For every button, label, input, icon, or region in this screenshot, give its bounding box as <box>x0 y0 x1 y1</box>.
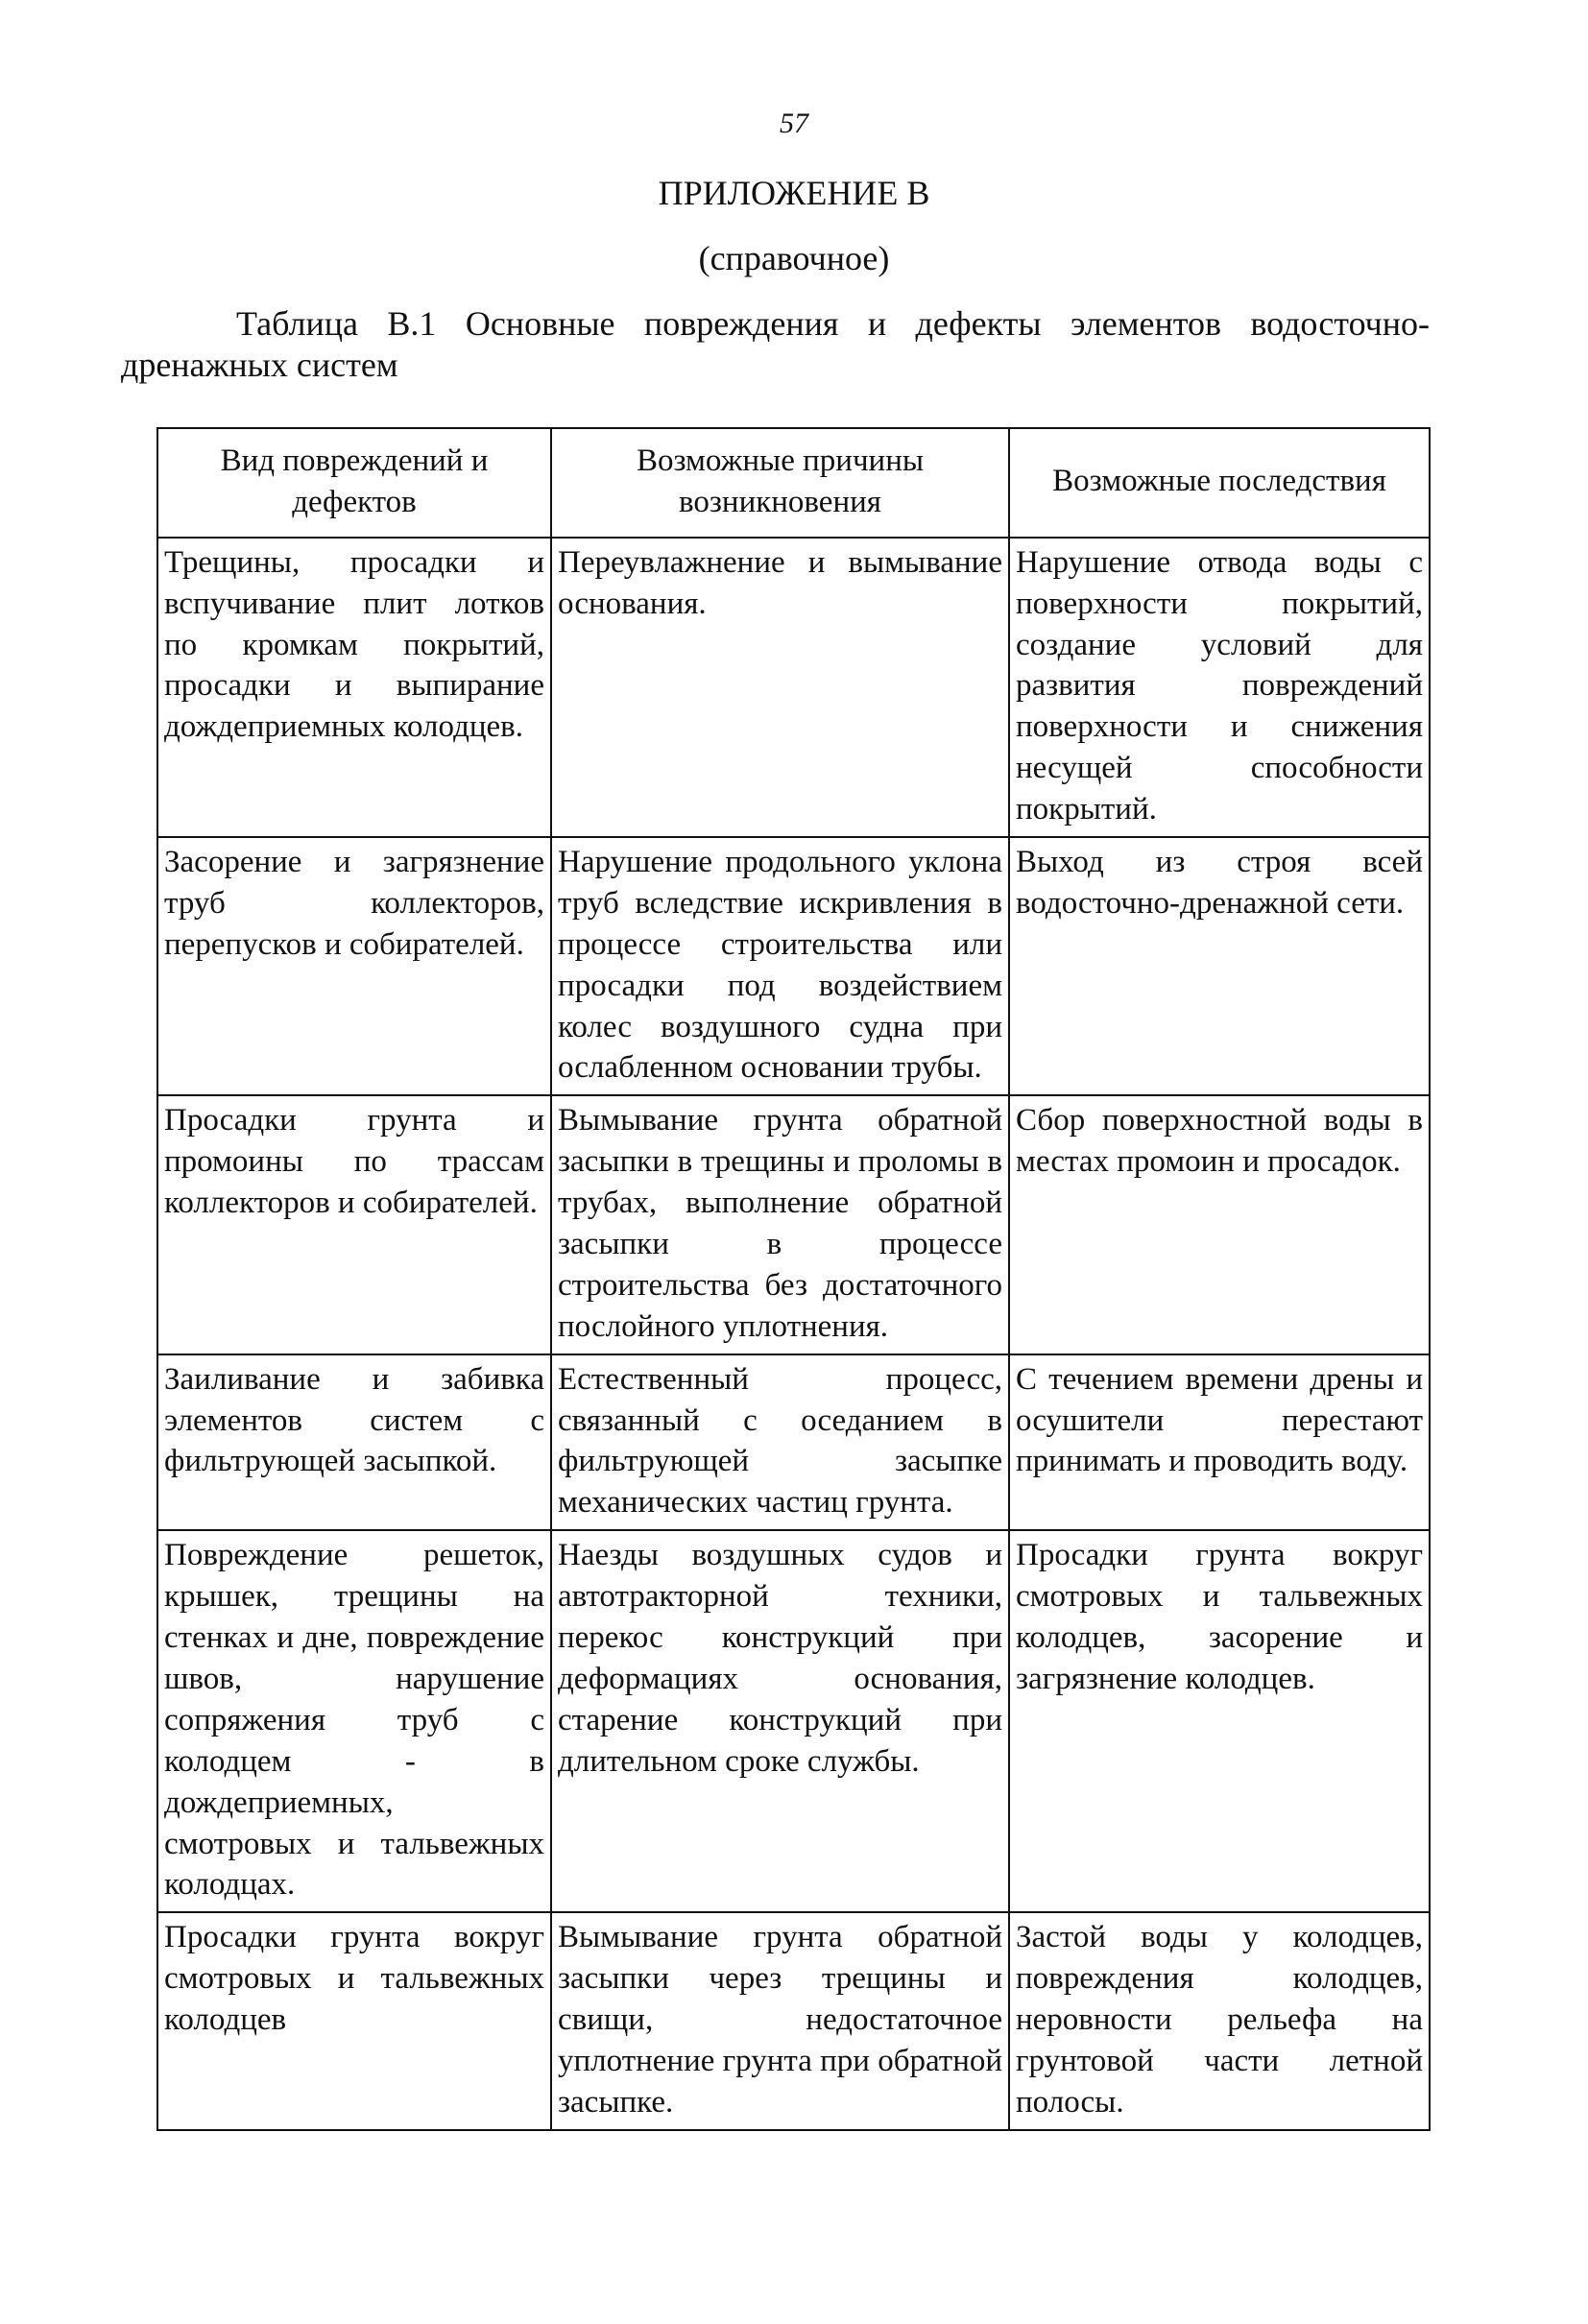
table-row <box>157 538 1430 837</box>
table-row <box>157 837 1430 1095</box>
appendix-subtitle: (справочное) <box>698 239 890 277</box>
cell-defect: Засорение и загрязнение труб коллекторов, перепусков и собирателей. <box>157 837 551 1095</box>
cell-consequence: Сбор поверхностной воды в местах промоин и просадок. <box>1009 1095 1430 1354</box>
table-row <box>157 1354 1430 1531</box>
cell-defect: Заиливание и забивка элементов систем с фильтрующей засыпкой. <box>157 1354 551 1531</box>
cell-cause: Вымывание грунта обратной засыпки в трещины и проломы в трубах, выполнение обратной засыпки в процессе строительства без достаточного послойного уплотнения. <box>551 1095 1009 1354</box>
page-number: 57 <box>780 108 808 139</box>
cell-consequence: Застой воды у колодцев, повреждения колодцев, неровности рельефа на грунтовой части летной полосы. <box>1009 1912 1430 2129</box>
table-row <box>157 1530 1430 1912</box>
cell-defect: Трещины, просадки и вспучивание плит лотков по кромкам покрытий, просадки и выпирание дождеприемных колодцев. <box>157 538 551 837</box>
cell-cause: Естественный процесс, связанный с оседанием в фильтрующей засыпке механических частиц грунта. <box>551 1354 1009 1531</box>
cell-defect: Просадки грунта вокруг смотровых и тальвежных колодцев <box>157 1912 551 2129</box>
table-caption: Таблица В.1 Основные повреждения и дефекты элементов водосточно-дренажных систем <box>121 304 1430 384</box>
cell-consequence: С течением времени дрены и осушители перестают принимать и проводить воду. <box>1009 1354 1430 1531</box>
cell-cause: Нарушение продольного уклона труб вследствие искривления в процессе строительства или просадки под воздействием колес воздушного судна при ослабленном основании трубы. <box>551 837 1009 1095</box>
table-row <box>157 1095 1430 1354</box>
header-defect-type: Вид повреждений и дефектов <box>157 428 551 538</box>
cell-defect: Просадки грунта и промоины по трассам коллекторов и собирателей. <box>157 1095 551 1354</box>
table-row <box>157 1912 1430 2129</box>
header-possible-causes: Возможные причины возникновения <box>551 428 1009 538</box>
cell-cause: Переувлажнение и вымывание основания. <box>551 538 1009 837</box>
table-header-row <box>157 428 1430 538</box>
cell-consequence: Выход из строя всей водосточно-дренажной сети. <box>1009 837 1430 1095</box>
appendix-title: ПРИЛОЖЕНИЕ В <box>658 174 930 212</box>
cell-defect: Повреждение решеток, крышек, трещины на стенках и дне, повреждение швов, нарушение сопряжения труб с колодцем - в дождеприемных, смотровых и тальвежных колодцах. <box>157 1530 551 1912</box>
header-possible-consequences: Возможные последствия <box>1009 428 1430 538</box>
cell-consequence: Просадки грунта вокруг смотровых и тальвежных колодцев, засорение и загрязнение колодцев. <box>1009 1530 1430 1912</box>
cell-cause: Наезды воздушных судов и автотракторной техники, перекос конструкций при деформациях основания, старение конструкций при длительном сроке службы. <box>551 1530 1009 1912</box>
defects-table <box>156 427 1431 2131</box>
cell-cause: Вымывание грунта обратной засыпки через трещины и свищи, недостаточное уплотнение грунта при обратной засыпке. <box>551 1912 1009 2129</box>
cell-consequence: Нарушение отвода воды с поверхности покрытий, создание условий для развития повреждений поверхности и снижения несущей способности покрытий. <box>1009 538 1430 837</box>
